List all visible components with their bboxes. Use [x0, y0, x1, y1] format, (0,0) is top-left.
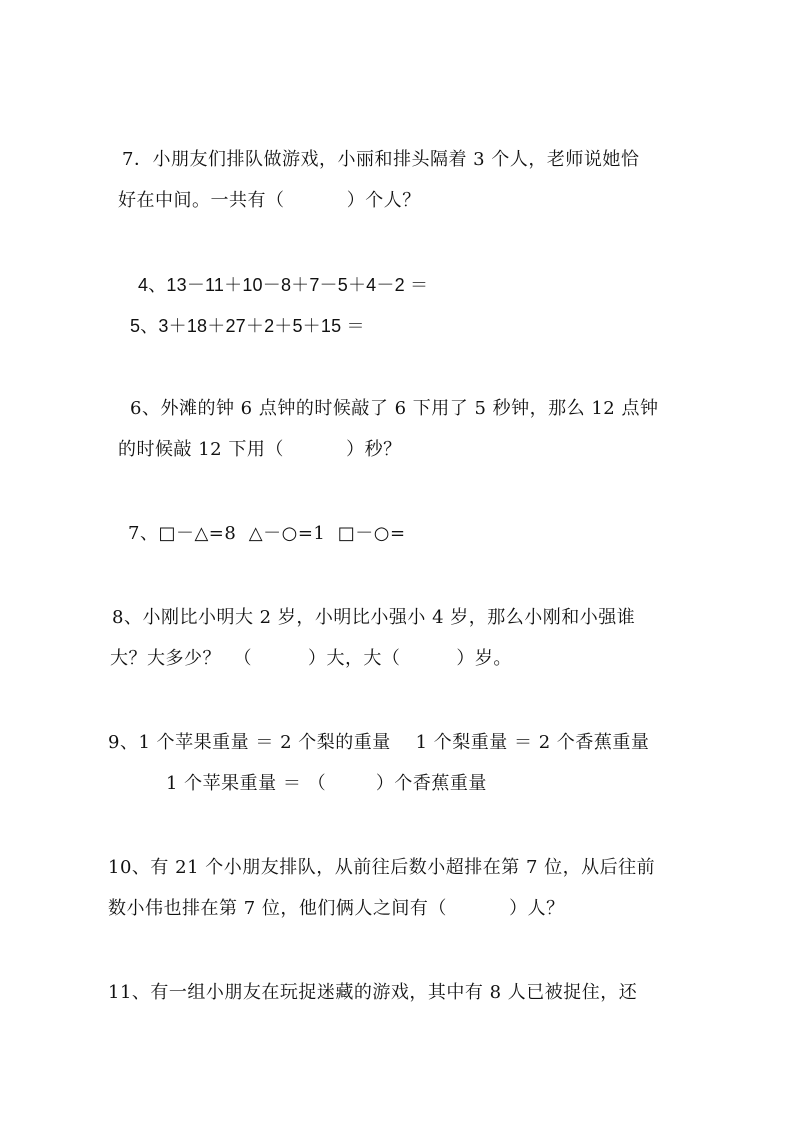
- question-6-line-1: 6、外滩的钟 6 点钟的时候敲了 6 下用了 5 秒钟，那么 12 点钟: [130, 398, 659, 419]
- question-9-line-1: 9、1 个苹果重量 ＝ 2 个梨的重量 1 个梨重量 ＝ 2 个香蕉重量: [108, 732, 650, 753]
- question-10-line-1: 10、有 21 个小朋友排队，从前往后数小超排在第 7 位，从后往前: [108, 857, 656, 878]
- question-9-line-2: 1 个苹果重量 ＝ （ ）个香蕉重量: [166, 773, 487, 794]
- question-5-expression: 5、3＋18＋27＋2＋5＋15 ＝: [130, 316, 365, 336]
- question-8-line-2: 大？大多少？ （ ）大，大（ ）岁。: [110, 648, 512, 669]
- question-7-symbols: 7、□－△=8 △－○=1 □－○=: [128, 523, 406, 544]
- question-10-line-2: 数小伟也排在第 7 位，他们俩人之间有（ ）人？: [108, 898, 565, 919]
- question-4-expression: 4、13－11＋10－8＋7－5＋4－2 ＝: [138, 275, 429, 295]
- question-7-line-2: 好在中间。一共有（ ）个人？: [118, 190, 421, 211]
- question-6-line-2: 的时候敲 12 下用（ ）秒？: [118, 439, 402, 460]
- question-11-line-1: 11、有一组小朋友在玩捉迷藏的游戏，其中有 8 人已被捉住，还: [108, 982, 638, 1003]
- question-8-line-1: 8、小刚比小明大 2 岁，小明比小强小 4 岁，那么小刚和小强谁: [112, 607, 636, 628]
- question-7-line-1: 7．小朋友们排队做游戏，小丽和排头隔着 3 个人，老师说她恰: [122, 149, 640, 170]
